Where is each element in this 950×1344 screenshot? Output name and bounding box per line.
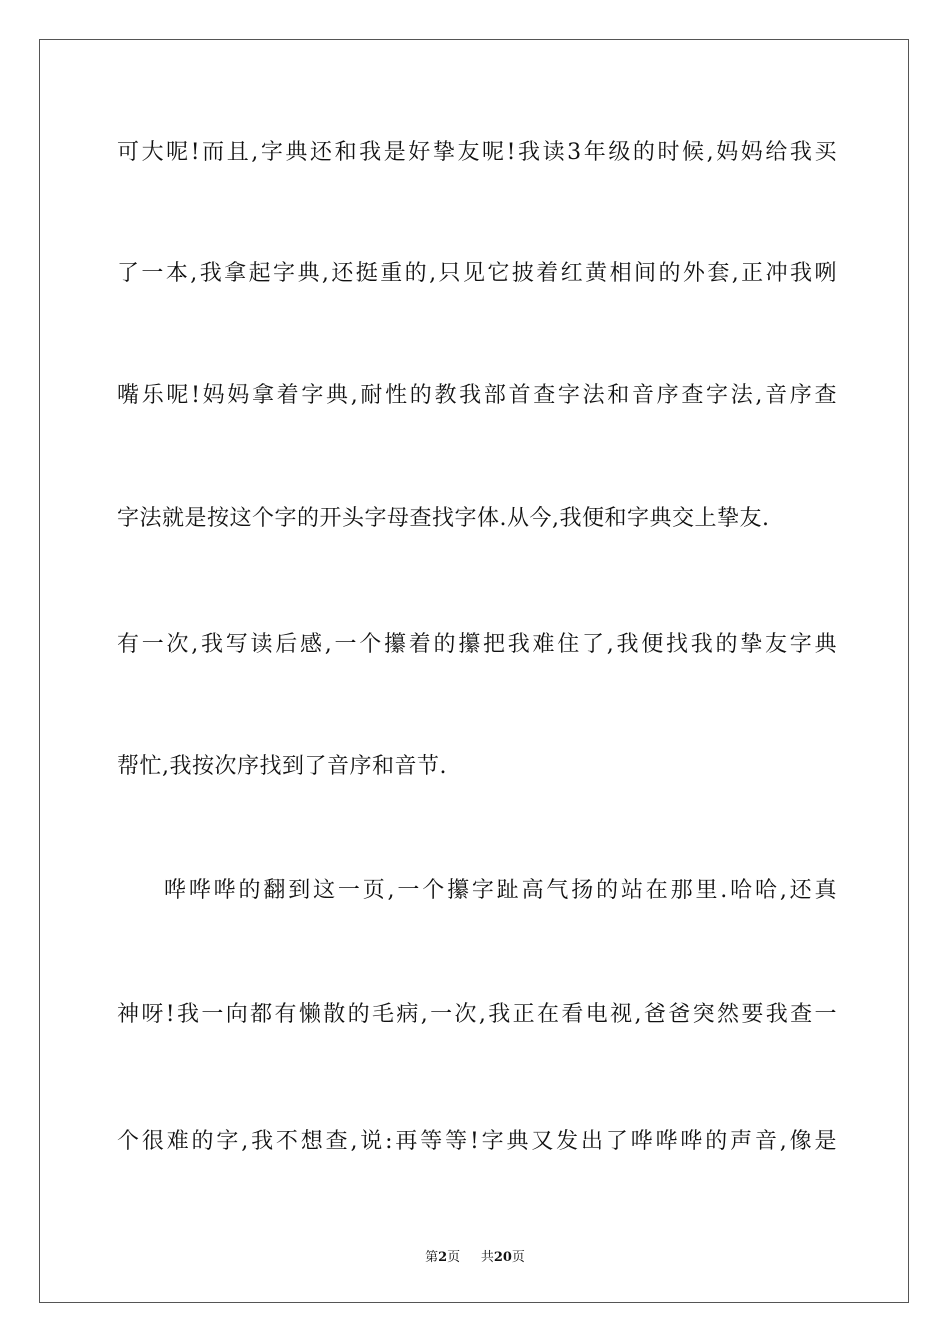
page-number-label: 第2页 [425, 1250, 461, 1265]
text-line: 字法就是按这个字的开头字母查找字体.从今,我便和字典交上挚友. [117, 506, 770, 531]
page-footer [0, 1250, 950, 1266]
page-border [39, 39, 909, 1303]
total-pages-label: 共20页 [480, 1250, 525, 1265]
text-line-indented: 哗哗哗的翻到这一页,一个攥字趾高气扬的站在那里.哈哈,还真 [164, 878, 837, 903]
text-line: 个很难的字,我不想查,说:再等等!字典又发出了哗哗哗的声音,像是 [117, 1129, 837, 1154]
text-line: 嘴乐呢!妈妈拿着字典,耐性的教我部首查字法和音序查字法,音序查 [117, 383, 837, 408]
text-line: 有一次,我写读后感,一个攥着的攥把我难住了,我便找我的挚友字典 [117, 632, 837, 657]
text-line: 帮忙,我按次序找到了音序和音节. [117, 754, 447, 779]
text-line: 可大呢!而且,字典还和我是好挚友呢!我读3年级的时候,妈妈给我买 [117, 140, 837, 165]
current-page-number: 2 [438, 1250, 448, 1265]
total-page-number: 20 [493, 1250, 512, 1265]
text-line: 神呀!我一向都有懒散的毛病,一次,我正在看电视,爸爸突然要我查一 [117, 1002, 837, 1027]
text-line: 了一本,我拿起字典,还挺重的,只见它披着红黄相间的外套,正冲我咧 [117, 261, 837, 286]
